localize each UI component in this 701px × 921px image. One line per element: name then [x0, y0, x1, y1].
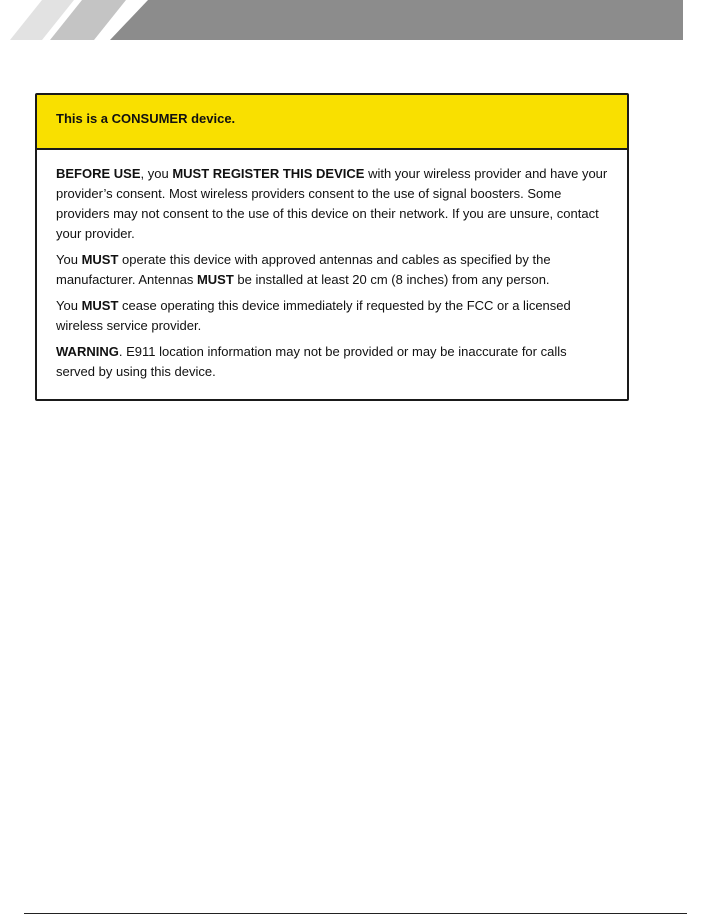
- header-band-dark: [110, 0, 683, 40]
- header-decorative-band: [0, 0, 701, 42]
- emphasis-must: MUST: [81, 252, 119, 267]
- notice-paragraph-registration: BEFORE USE, you MUST REGISTER THIS DEVICE with your wireless provider and have your provider’s consent. Most wireless providers consent to the use of signal boosters. Some providers may not consent to the use of this device on their network. If you are unsure, contact your provider.: [56, 166, 608, 241]
- notice-paragraph-warning: WARNING. E911 location information may not be provided or may be inaccurate for calls served by using this device.: [56, 344, 567, 379]
- emphasis-must: MUST: [81, 298, 119, 313]
- notice-paragraph-cease: You MUST cease operating this device immediately if requested by the FCC or a licensed wireless service provider.: [56, 298, 571, 333]
- notice-paragraph-antennas: You MUST operate this device with approved antennas and cables as specified by the manufacturer. Antennas MUST be installed at least 20 cm (8 inches) from any person.: [56, 252, 551, 287]
- notice-title: This is a CONSUMER device.: [37, 95, 627, 150]
- emphasis-warning: WARNING: [56, 344, 119, 359]
- emphasis-must-register: MUST REGISTER THIS DEVICE: [172, 166, 365, 181]
- emphasis-before-use: BEFORE USE: [56, 166, 141, 181]
- footer-divider: [24, 913, 687, 914]
- emphasis-must: MUST: [196, 272, 234, 287]
- consumer-notice-box: [35, 93, 629, 401]
- notice-body: [37, 150, 627, 382]
